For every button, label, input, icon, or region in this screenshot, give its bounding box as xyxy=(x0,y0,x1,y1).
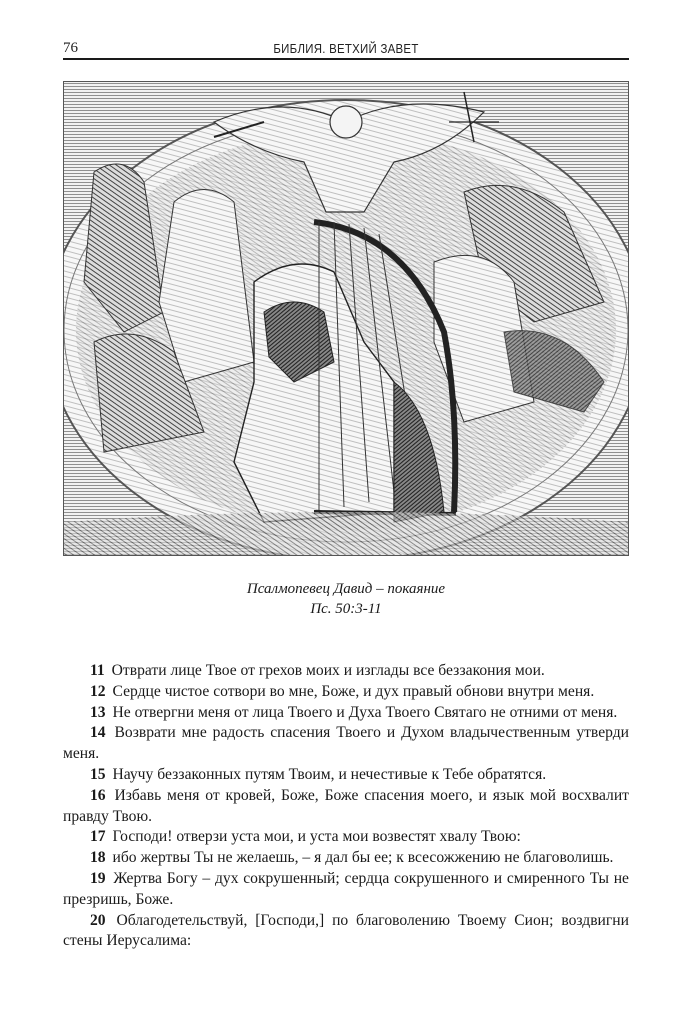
verse-text: Сердце чистое сотвори во мне, Боже, и дух правый обнови внутри меня. xyxy=(112,682,595,700)
caption-title: Псалмопевец Давид – покаяние xyxy=(246,581,446,597)
verse xyxy=(63,786,629,828)
verse-number: 17 xyxy=(90,828,106,846)
verse-text: Возврати мне радость спасения Твоего и Духом владычественным утверди меня. xyxy=(63,724,629,763)
verse xyxy=(63,911,629,953)
verse xyxy=(63,765,629,786)
running-head xyxy=(63,40,629,60)
running-title: БИБЛИЯ. ВЕТХИЙ ЗАВЕТ xyxy=(273,41,419,56)
verse-number: 15 xyxy=(90,765,106,783)
verse-text: Отврати лице Твое от грехов моих и изглады все беззакония мои. xyxy=(111,662,545,679)
verse-number: 18 xyxy=(90,849,106,867)
verse-text: Облагодетельствуй, [Господи,] по благоволению Твоему Сион; воздвигни стены Иерусалима: xyxy=(63,911,629,950)
verse xyxy=(63,682,629,703)
verse xyxy=(63,827,629,848)
page-number: 76 xyxy=(63,40,78,56)
verse-text: Избавь меня от кровей, Боже, Боже спасения моего, и язык мой восхвалит правду Твою. xyxy=(63,786,629,825)
verse-number: 16 xyxy=(90,786,106,804)
verse-number: 12 xyxy=(90,682,106,700)
header-rule xyxy=(63,58,629,60)
verse-number: 11 xyxy=(90,662,105,679)
verse-text: Научу беззаконных путям Твоим, и нечестивые к Тебе обратятся. xyxy=(112,765,547,783)
verse-list xyxy=(63,661,629,952)
verse-number: 20 xyxy=(90,911,106,929)
verse-text: Жертва Богу – дух сокрушенный; сердца сокрушенного и смиренного Ты не презришь, Боже. xyxy=(63,869,629,908)
verse-text: ибо жертвы Ты не желаешь, – я дал бы ее; к всесожжению не благоволишь. xyxy=(112,849,614,867)
verse xyxy=(63,848,629,869)
caption-reference: Пс. 50:3-11 xyxy=(310,601,382,617)
verse-number: 14 xyxy=(90,724,106,742)
verse-number: 19 xyxy=(90,869,106,887)
verse xyxy=(63,703,629,724)
verse-number: 13 xyxy=(90,703,106,721)
verse xyxy=(63,869,629,911)
verse xyxy=(63,723,629,765)
verse xyxy=(63,661,629,682)
engraving-image xyxy=(63,81,629,556)
verse-text: Господи! отверзи уста мои, и уста мои возвестят хвалу Твою: xyxy=(112,828,521,846)
verse-text: Не отвергни меня от лица Твоего и Духа Твоего Святаго не отними от меня. xyxy=(112,703,618,721)
